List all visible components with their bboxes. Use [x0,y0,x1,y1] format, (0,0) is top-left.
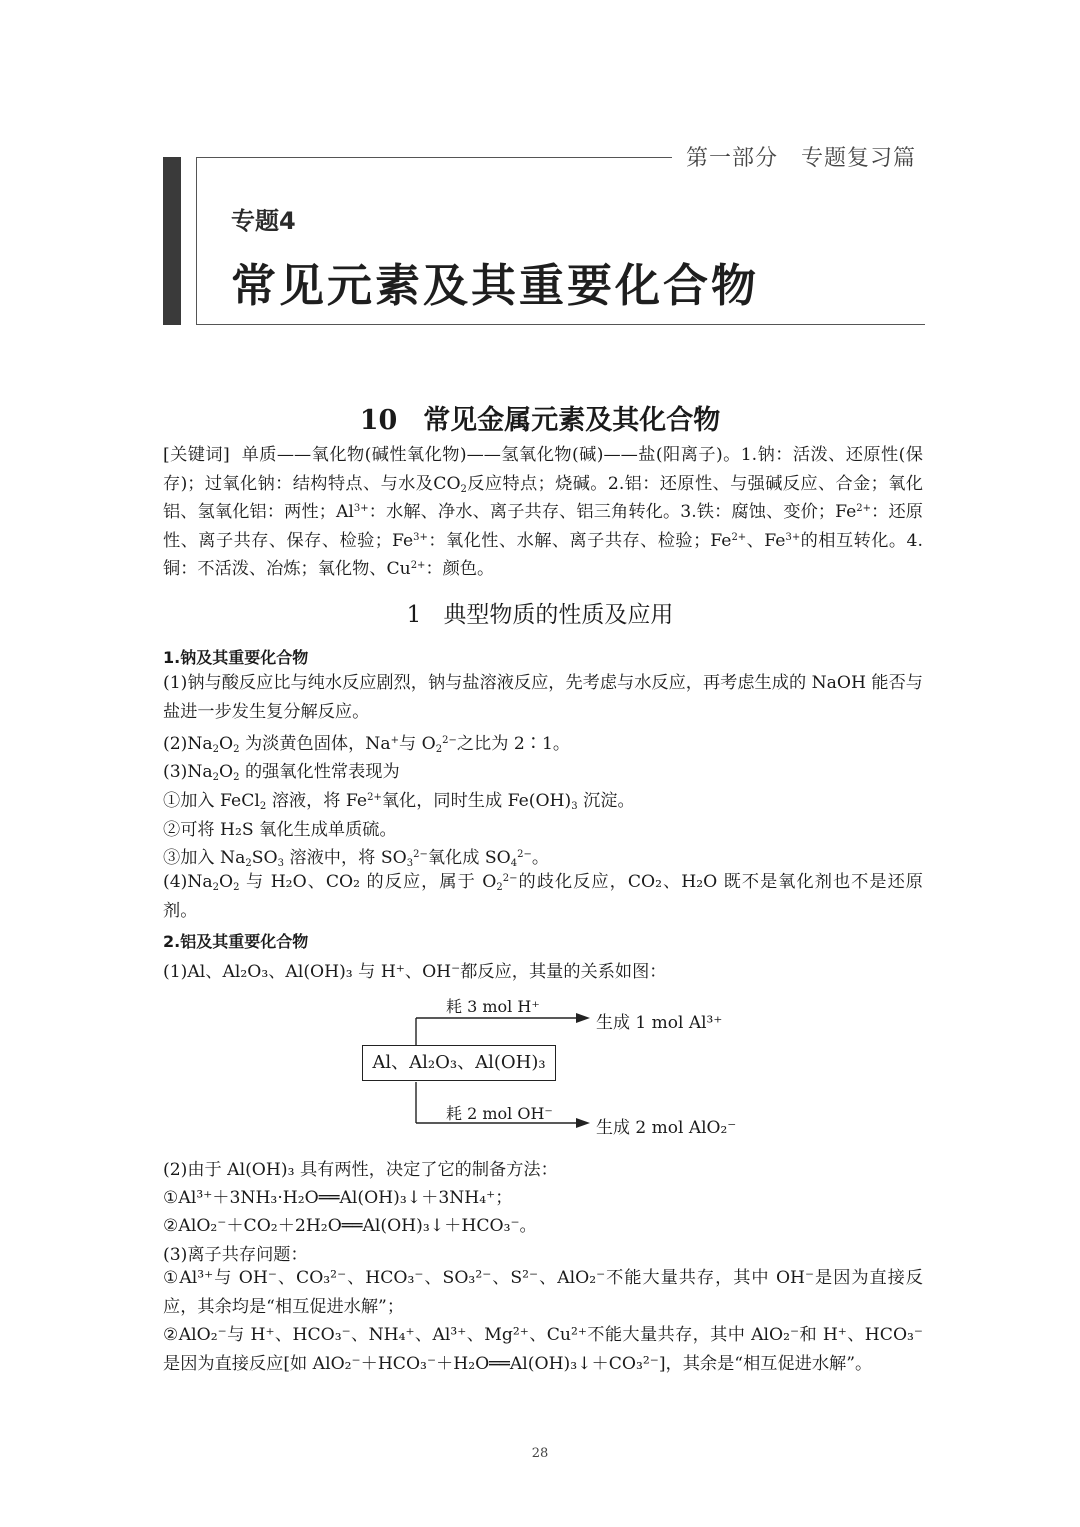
header-top-rule [196,157,672,158]
topic-title: 常见元素及其重要化合物 [231,259,760,312]
subsection-number: 1 [406,602,422,628]
al-paragraph-1: (1)Al、Al₂O₃、Al(OH)₃ 与 H⁺、OH⁻都反应，其量的关系如图： [163,962,667,982]
na-paragraph-4: $(4)Na_2O_2$ 与 H₂O、CO₂ 的反应，属于 $O_2^{2-}$的歧化反应，CO₂、H₂O 既不是氧化剂也不是还原剂。 [163,872,923,921]
header-bottom-rule [196,324,925,325]
al-heading: 2.铝及其重要化合物 [163,932,309,951]
na-paragraph-3: $(3)Na_2O_2$ 的强氧化性常表现为 [163,762,400,783]
na-item-2: ②可将 H₂S 氧化生成单质硫。 [163,820,397,840]
na-paragraph-1: (1)钠与酸反应比与纯水反应剧烈，钠与盐溶液反应，先考虑与水反应，再考虑生成的 NaOH 能否与盐进一步发生复分解反应。 [163,673,923,722]
header-accent-bar [163,157,181,325]
al-equation-1: ①Al³⁺＋3NH₃·H₂O══Al(OH)₃↓＋3NH₄⁺； [163,1188,513,1208]
na-item-1: ①加入 FeCl$_2$ 溶液，将 $Fe^{2+}$氧化，同时生成 $Fe(OH)_3$ 沉淀。 [163,791,635,812]
al-equation-2: ②AlO₂⁻＋CO₂＋2H₂O══Al(OH)₃↓＋HCO₃⁻。 [163,1216,537,1236]
na-item-3: ③加入 $Na_2SO_3$ 溶液中，将 $SO_3^{2-}$氧化成 $SO_4^{2-}$。 [163,848,550,869]
topic-number: 专题4 [231,207,296,235]
diagram-bottom-label: 耗 2 mol OH⁻ [446,1104,553,1123]
subsection-title-text: 典型物质的性质及应用 [443,602,674,628]
section-title [0,398,1080,437]
na-paragraph-2: $(2)Na_2O_2$ 为淡黄色固体，Na+与 $O_2^{2-}$之比为 2∶1。 [163,734,571,755]
section-number: 10 [359,405,398,436]
al-paragraph-2: (2)由于 Al(OH)₃ 具有两性，决定了它的制备方法： [163,1160,558,1180]
subsection-title [0,596,1080,629]
diagram-bottom-result: 生成 2 mol AlO₂⁻ [596,1118,737,1138]
diagram-top-result: 生成 1 mol Al³⁺ [596,1013,723,1033]
al-paragraph-3: (3)离子共存问题： [163,1245,308,1265]
al-coexist-2: ②AlO₂⁻与 H⁺、HCO₃⁻、NH₄⁺、Al³⁺、Mg²⁺、Cu²⁺不能大量共存，其中 AlO₂⁻和 H⁺、HCO₃⁻是因为直接反应[如 AlO₂⁻＋HCO₃⁻＋H₂O══Al(OH)₃↓＋CO₃²⁻]，其余是“相互促进水解”。 [163,1325,923,1374]
section-title-text: 常见金属元素及其化合物 [423,405,721,436]
keywords-label: [关键词] [163,445,230,465]
diagram-top-label: 耗 3 mol H⁺ [446,997,540,1016]
diagram-reactant-box: Al、Al₂O₃、Al(OH)₃ [362,1045,556,1081]
header-side-rule [196,157,197,325]
keywords-paragraph: [关键词] 单质——氧化物(碱性氧化物)——氢氧化物(碱)——盐(阳离子)。1.钠：活泼、还原性(保存)；过氧化钠：结构特点、与水及$CO_2$反应特点；烧碱。2.铝：还原性、与强碱反应、合金；氧化铝、氢氧化铝：两性；$Al^{3+}$：水解、净水、离子共存、铝三角转化。3.铁：腐蚀、变价；$Fe^{2+}$：还原性、离子共存、保存、检验；$Fe^{3+}$：氧化性、水解、离子共存、检验；$Fe^{2+}$、$Fe^{3+}$的相互转化。4.铜：不活泼、冶炼；氧化物、$Cu^{2+}$：颜色。 [163,445,923,579]
page-number: 28 [531,1446,549,1461]
al-coexist-1: ①Al³⁺与 OH⁻、CO₃²⁻、HCO₃⁻、SO₃²⁻、S²⁻、AlO₂⁻不能大量共存，其中 OH⁻是因为直接反应，其余均是“相互促进水解”； [163,1268,923,1317]
na-heading: 1.钠及其重要化合物 [163,648,309,667]
part-label: 第一部分 专题复习篇 [686,146,917,171]
